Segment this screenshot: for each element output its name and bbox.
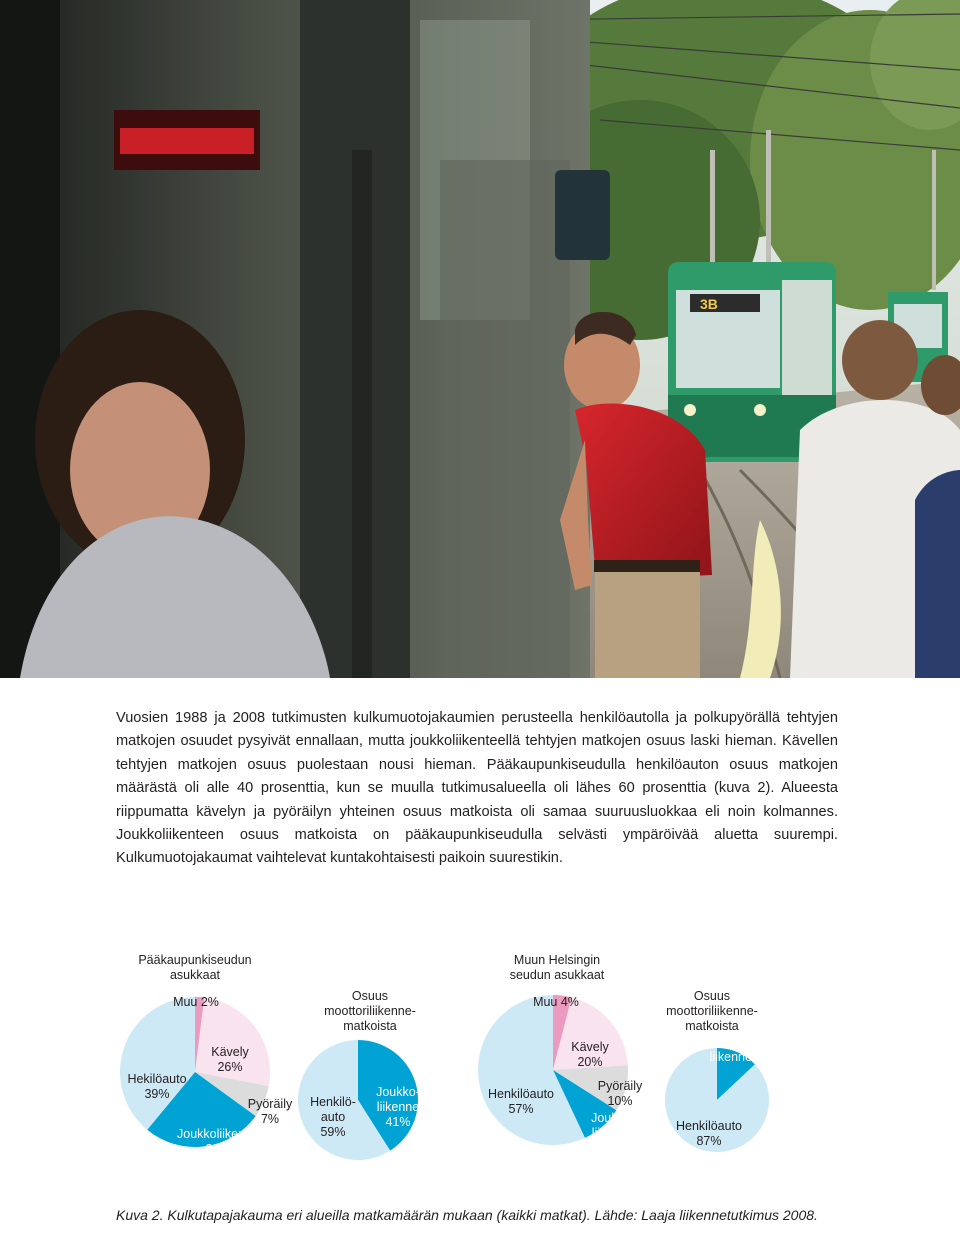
pie-slice-label-car-line: 59%: [320, 1125, 346, 1139]
pie-slice-label-transit-line: Joukko-: [723, 1035, 767, 1049]
pie-chart-title: [510, 953, 605, 982]
pie-slice-label-walk-line: 20%: [577, 1055, 603, 1069]
pie-slice-label-other: [533, 995, 579, 1009]
pie-slice-label-car-line: Hekilöauto: [127, 1072, 187, 1086]
pie-slice-label-transit-line: liikenne: [591, 1126, 635, 1140]
pie-slice-label-transit-line: liikenne 13%: [709, 1050, 781, 1064]
pie-slice-label-walk-line: 26%: [217, 1060, 243, 1074]
tram-route-display: 3B: [700, 296, 718, 312]
pie-slice-label-car-line: 87%: [696, 1134, 722, 1148]
pie-chart-title: [324, 989, 416, 1033]
pie-slice-label-transit-line: Joukko-: [376, 1085, 420, 1099]
pie-charts: [0, 940, 960, 1190]
pie-slice-label-transit: [591, 1111, 635, 1155]
pie-slice-label-walk-line: Kävely: [211, 1045, 249, 1059]
pie-slice-label-car-line: 57%: [508, 1102, 534, 1116]
pie-slice-label-other-line: Muu 4%: [533, 995, 579, 1009]
pie-slice-label-walk-line: Kävely: [571, 1040, 609, 1054]
pie-chart-title-line: seudun asukkaat: [509, 968, 605, 982]
pie-chart-title-line: asukkaat: [169, 968, 221, 982]
body-text: Vuosien 1988 ja 2008 tutkimusten kulkumuotojakaumien perusteella henkilöautolla ja polkupyörällä tehtyjen matkojen osuudet pysyivät ennallaan, mutta joukkoliikenteellä tehtyjen matkojen osuus laski hieman. Kävellen tehtyjen matkojen osuus puolestaan nousi hieman. Pääkaupunkiseudulla henkilöauton osuus matkojen määrästä oli alle 40 prosenttia, kun se muulla tutkimusalueella oli lähes 60 prosenttia (kuva 2). Alueesta riippumatta kävelyn ja pyöräilyn yhteinen osuus matkoista oli samaa suuruusluokkaa eli noin kolmannes. Joukkoliikenteen osuus matkoista on pääkaupunkiseudulla selvästi ympäröivää aluetta suurempi. Kulkumuotojakaumat vaihtelevat kuntakohtaisesti paikoin suurestikin.: [116, 710, 838, 867]
pie-slice-label-car-line: 39%: [144, 1087, 170, 1101]
pie-slice-label-transit: [710, 1035, 781, 1064]
pie-slice-label-car-line: Henkilöauto: [675, 1119, 743, 1133]
pie-chart-title-line: Osuus: [351, 989, 389, 1003]
pie-slice-label-transit-line: liikenne: [376, 1100, 420, 1114]
pie-slice-label-other: [173, 995, 219, 1009]
pie-slice-label-car-line: Henkilö-: [310, 1095, 356, 1109]
charts-figure: [0, 940, 960, 1190]
pie-slice-label-car-line: auto: [320, 1110, 346, 1124]
pie-chart-4: [665, 989, 780, 1152]
pie-chart-title-line: moottoriliikenne-: [666, 1004, 758, 1018]
pie-chart-title-line: Osuus: [693, 989, 731, 1003]
pie-slice-label-transit-line: Joukko-: [591, 1111, 635, 1125]
pie-slice-label-bike-line: 10%: [607, 1094, 633, 1108]
pie-slice-label-transit-line: Joukkoliikenne: [177, 1127, 259, 1141]
pie-slice-label-bike-line: Pyöräily: [247, 1097, 293, 1111]
pie-chart-title-line: moottoriliikenne-: [324, 1004, 416, 1018]
pie-chart-title: [138, 953, 251, 982]
pie-slice-label-bike-line: Pyöräily: [597, 1079, 643, 1093]
pie-slice-label-transit-line: 26%: [205, 1142, 231, 1156]
pie-chart-title-line: Pääkaupunkiseudun: [138, 953, 252, 967]
pie-slice-label-other-line: Muu 2%: [173, 995, 219, 1009]
pie-chart-title: [666, 989, 758, 1033]
pie-chart-title-line: Muun Helsingin: [513, 953, 601, 967]
pie-chart-title-line: matkoista: [685, 1019, 739, 1033]
pie-chart-2: [298, 989, 420, 1160]
pie-slice-label-car-line: Henkilöauto: [487, 1087, 555, 1101]
pie-slice-label-transit-line: 41%: [385, 1115, 411, 1129]
pie-chart-1: [120, 953, 293, 1156]
figure-caption: Kuva 2. Kulkutapajakauma eri alueilla matkamäärän mukaan (kaikki matkat). Lähde: Laaja liikennetutkimus 2008.: [116, 1207, 818, 1223]
pie-slice-label-transit-line: 9%: [603, 1141, 623, 1155]
pie-chart-3: [478, 953, 643, 1155]
pie-slice-label-bike-line: 7%: [260, 1112, 280, 1126]
pie-chart-title-line: matkoista: [343, 1019, 397, 1033]
